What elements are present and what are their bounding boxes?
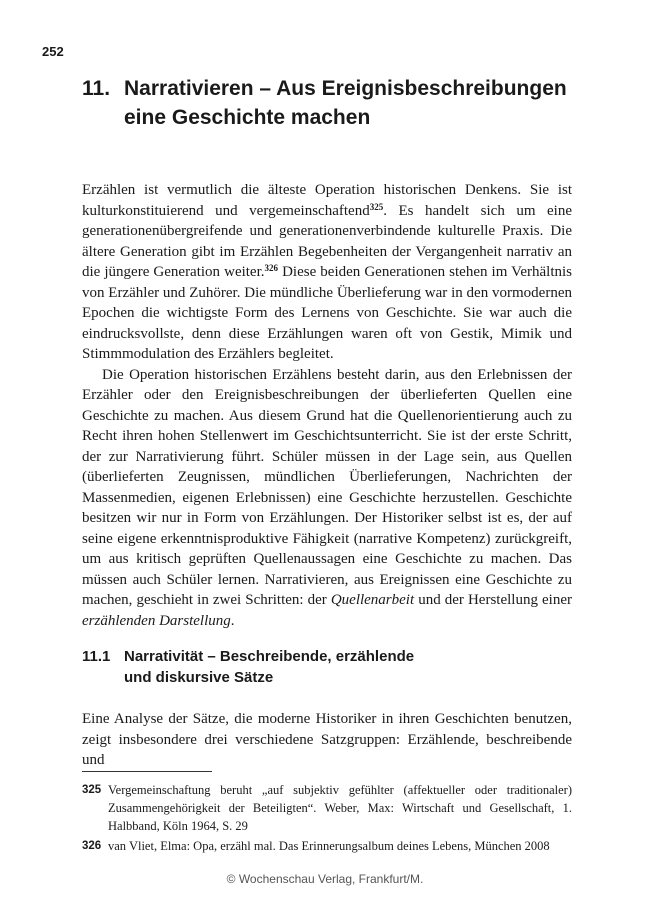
footnote-text: van Vliet, Elma: Opa, erzähl mal. Das Erinnerungsalbum deines Lebens, München 2008	[108, 839, 550, 853]
text-run: . Es handelt sich um eine generationenübergreifende und generationenverbindende kulturelle Praxis. Die ältere Generation gibt im Erzählen Begebenheiten der Vergangenheit narrativ an die jüngere Generation weiter.	[82, 202, 573, 280]
chapter-heading	[82, 74, 602, 132]
footnote-number: 325	[82, 784, 102, 796]
footnote-ref-326[interactable]: 326	[264, 263, 279, 273]
footnote-divider	[82, 771, 212, 772]
copyright-notice: © Wochenschau Verlag, Frankfurt/M.	[226, 872, 424, 886]
section-paragraph: Eine Analyse der Sätze, die moderne Historiker in ihren Geschichten benutzen, zeigt insbesondere drei verschiedene Satzgruppen: Erzählende, beschreibende und	[82, 711, 572, 768]
emphasis-quellenarbeit: Quellenarbeit	[330, 592, 415, 608]
footnotes	[82, 781, 572, 857]
section-text	[82, 709, 572, 771]
chapter-title: Narrativieren – Aus Ereignisbeschreibungen eine Geschichte machen	[124, 77, 567, 129]
section-number: 11.1	[82, 648, 111, 665]
footnote-number: 326	[82, 840, 102, 852]
footnote-326	[82, 837, 572, 855]
text-run: Die Operation historischen Erzählens besteht darin, aus den Erlebnissen der Erzähler oder den Ereignisbeschreibungen der überlieferten Quellen eine Geschichte zu machen. Aus diesem Grund hat die Quellenorientierung auch zu Recht ihren hohen Stellenwert im Geschichtsunterricht. Sie ist der erste Schritt, der zur Narrativierung führt. Schüler müssen in der Lage sein, aus Quellen (überlieferten Zeugnissen, mündlichen Überlieferungen, Nachrichten der Massenmedien, eigenen Erlebnissen) eine Geschichte herzustellen. Geschichte besitzen wir nur in Form von Erzählungen. Der Historiker selbst ist es, der auf seine eigene erkenntnisproduktive Fähigkeit (narrative Kompetenz) zurückgreift, um aus kritisch geprüften Quellenaussagen eine Geschichte zu machen. Das müssen auch Schüler lernen. Narrativieren, aus Ereignissen eine Geschichte zu machen, geschieht in zwei Schritten: der	[82, 366, 572, 608]
text-run: und der Herstellung einer	[414, 592, 572, 608]
page-number: 252	[42, 44, 64, 59]
intro-text	[82, 180, 572, 631]
text-run: Erzählen ist vermutlich die älteste Operation historischen Denkens. Sie ist kulturkonstituierend und vergemeinschaftend	[82, 182, 572, 219]
text-run: .	[230, 612, 235, 629]
chapter-number: 11.	[82, 77, 111, 100]
text-run: Diese beiden Generationen stehen im Verhältnis von Erzähler und Zuhörer. Die mündliche Überlieferung war in den vormodernen Epochen die wichtigste Form des Lernens von Geschichte. Sie war auch die eindrucksvollste, denn diese Erzählungen waren oft von Gestik, Mimik und Stimmmodulation des Erzählers begleitet.	[82, 264, 572, 362]
intro-paragraph-2	[82, 365, 572, 632]
section-title-line-1: Narrativität – Beschreibende, erzählende	[124, 648, 415, 665]
section-heading	[82, 646, 572, 688]
emphasis-erzaehlende-darstellung: erzählenden Darstellung	[82, 612, 231, 629]
footnote-text: Vergemeinschaftung beruht „auf subjektiv gefühlter (affektueller oder traditionaler) Zusammengehörigkeit der Beteiligten“. Weber, Max: Wirtschaft und Gesellschaft, 1. Halbband, Köln 1964, S. 29	[108, 783, 572, 833]
footnote-325	[82, 781, 572, 835]
intro-paragraph-1	[82, 180, 572, 365]
section-title-line-2: und diskursive Sätze	[124, 669, 274, 686]
footnote-ref-325[interactable]: 325	[369, 201, 384, 212]
